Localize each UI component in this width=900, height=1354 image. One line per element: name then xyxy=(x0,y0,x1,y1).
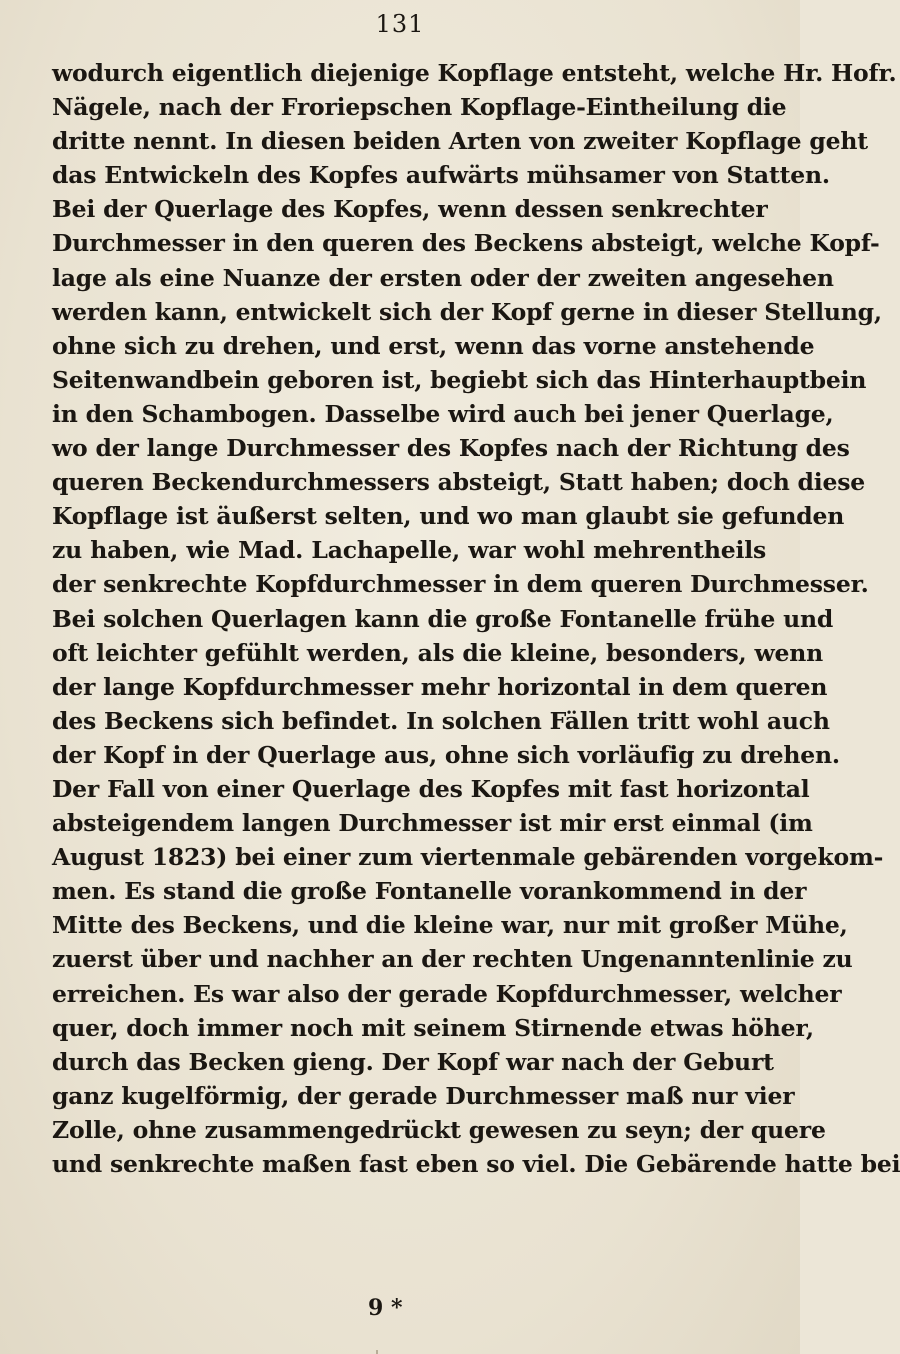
text-line: men. Es stand die große Fontanelle vorankommend in der xyxy=(52,877,807,906)
text-line: queren Beckendurchmessers absteigt, Statt haben; doch diese xyxy=(52,468,866,497)
text-line: Mitte des Beckens, und die kleine war, nur mit großer Mühe, xyxy=(52,911,848,940)
text-line: zu haben, wie Mad. Lachapelle, war wohl mehrentheils xyxy=(52,536,766,565)
text-line: Der Fall von einer Querlage des Kopfes mit fast horizontal xyxy=(52,774,810,803)
text-line: wo der lange Durchmesser des Kopfes nach der Richtung des xyxy=(52,434,850,463)
paper-mark xyxy=(376,1350,378,1354)
text-line: in den Schambogen. Dasselbe wird auch bei jener Querlage, xyxy=(52,399,834,428)
text-line: erreichen. Es war also der gerade Kopfdurchmesser, welcher xyxy=(52,979,842,1008)
text-line: ganz kugelförmig, der gerade Durchmesser maß nur vier xyxy=(52,1081,795,1110)
text-line: und senkrechte maßen fast eben so viel. Die Gebärende hatte bei xyxy=(52,1150,900,1178)
text-line: August 1823) bei einer zum viertenmale gebärenden vorgekom- xyxy=(52,843,884,872)
text-line: des Beckens sich befindet. In solchen Fällen tritt wohl auch xyxy=(52,706,830,735)
text-line: Nägele, nach der Froriepschen Kopflage-Eintheilung die xyxy=(52,93,787,122)
text-line: dritte nennt. In diesen beiden Arten von zweiter Kopflage geht xyxy=(52,127,868,156)
text-line: zuerst über und nachher an der rechten Ungenanntenlinie zu xyxy=(52,945,853,974)
signature-mark: 9 * xyxy=(368,1295,403,1321)
text-line: lage als eine Nuanze der ersten oder der zweiten angesehen xyxy=(52,263,834,292)
text-line: oft leichter gefühlt werden, als die kleine, besonders, wenn xyxy=(52,638,824,667)
page-number: 131 xyxy=(375,10,425,38)
text-line: absteigendem langen Durchmesser ist mir erst einmal (im xyxy=(52,809,813,838)
text-line: Durchmesser in den queren des Beckens absteigt, welche Kopf- xyxy=(52,229,880,258)
text-line: durch das Becken gieng. Der Kopf war nach der Geburt xyxy=(52,1047,774,1076)
text-line: der Kopf in der Querlage aus, ohne sich vorläufig zu drehen. xyxy=(52,740,840,769)
text-line: werden kann, entwickelt sich der Kopf gerne in dieser Stellung, xyxy=(52,297,882,326)
text-line: wodurch eigentlich diejenige Kopflage entsteht, welche Hr. Hofr. xyxy=(52,59,897,87)
text-line: Zolle, ohne zusammengedrückt gewesen zu seyn; der quere xyxy=(52,1115,826,1144)
text-line: quer, doch immer noch mit seinem Stirnende etwas höher, xyxy=(52,1013,814,1042)
text-line: Kopflage ist äußerst selten, und wo man glaubt sie gefunden xyxy=(52,502,845,531)
text-line: Seitenwandbein geboren ist, begiebt sich das Hinterhauptbein xyxy=(52,365,867,394)
body-text xyxy=(52,56,900,1181)
text-line: Bei der Querlage des Kopfes, wenn dessen senkrechter xyxy=(52,195,768,224)
text-line: Bei solchen Querlagen kann die große Fontanelle frühe und xyxy=(52,604,834,633)
text-line: der senkrechte Kopfdurchmesser in dem queren Durchmesser. xyxy=(52,570,869,599)
text-line: das Entwickeln des Kopfes aufwärts mühsamer von Statten. xyxy=(52,161,830,190)
text-line: ohne sich zu drehen, und erst, wenn das vorne anstehende xyxy=(52,331,815,360)
text-line: der lange Kopfdurchmesser mehr horizontal in dem queren xyxy=(52,672,828,701)
